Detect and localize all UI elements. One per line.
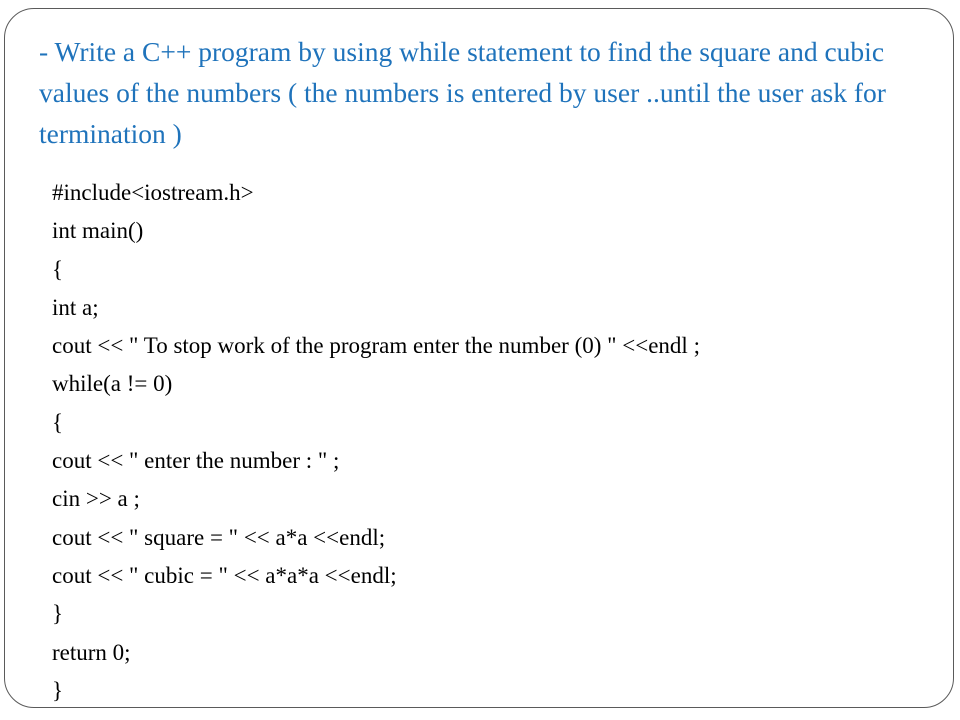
code-line: }: [52, 677, 64, 703]
code-line: {: [52, 256, 64, 282]
code-line: #include<iostream.h>: [52, 180, 254, 205]
code-line: cin >> a ;: [52, 486, 140, 512]
code-line: cout << " cubic = " << a*a*a <<endl;: [52, 562, 397, 588]
code-line: cout << " square = " << a*a <<endl;: [52, 524, 386, 550]
code-line: int a;: [52, 294, 99, 320]
code-line: return 0;: [52, 639, 131, 665]
code-line: while(a != 0): [52, 371, 173, 397]
code-line: }: [52, 601, 64, 627]
slide-frame: [4, 8, 954, 708]
code-line: cout << " enter the number : " ;: [52, 448, 340, 474]
code-line: {: [52, 409, 64, 435]
code-line: int main(): [52, 218, 144, 244]
slide-title: - Write a C++ program by using while statement to find the square and cubic values of the numbers ( the numbers is entered by user ..until the user ask for termination ): [39, 36, 886, 149]
code-line: cout << " To stop work of the program enter the number (0) " <<endl ;: [52, 333, 700, 359]
code-block: [52, 174, 700, 708]
